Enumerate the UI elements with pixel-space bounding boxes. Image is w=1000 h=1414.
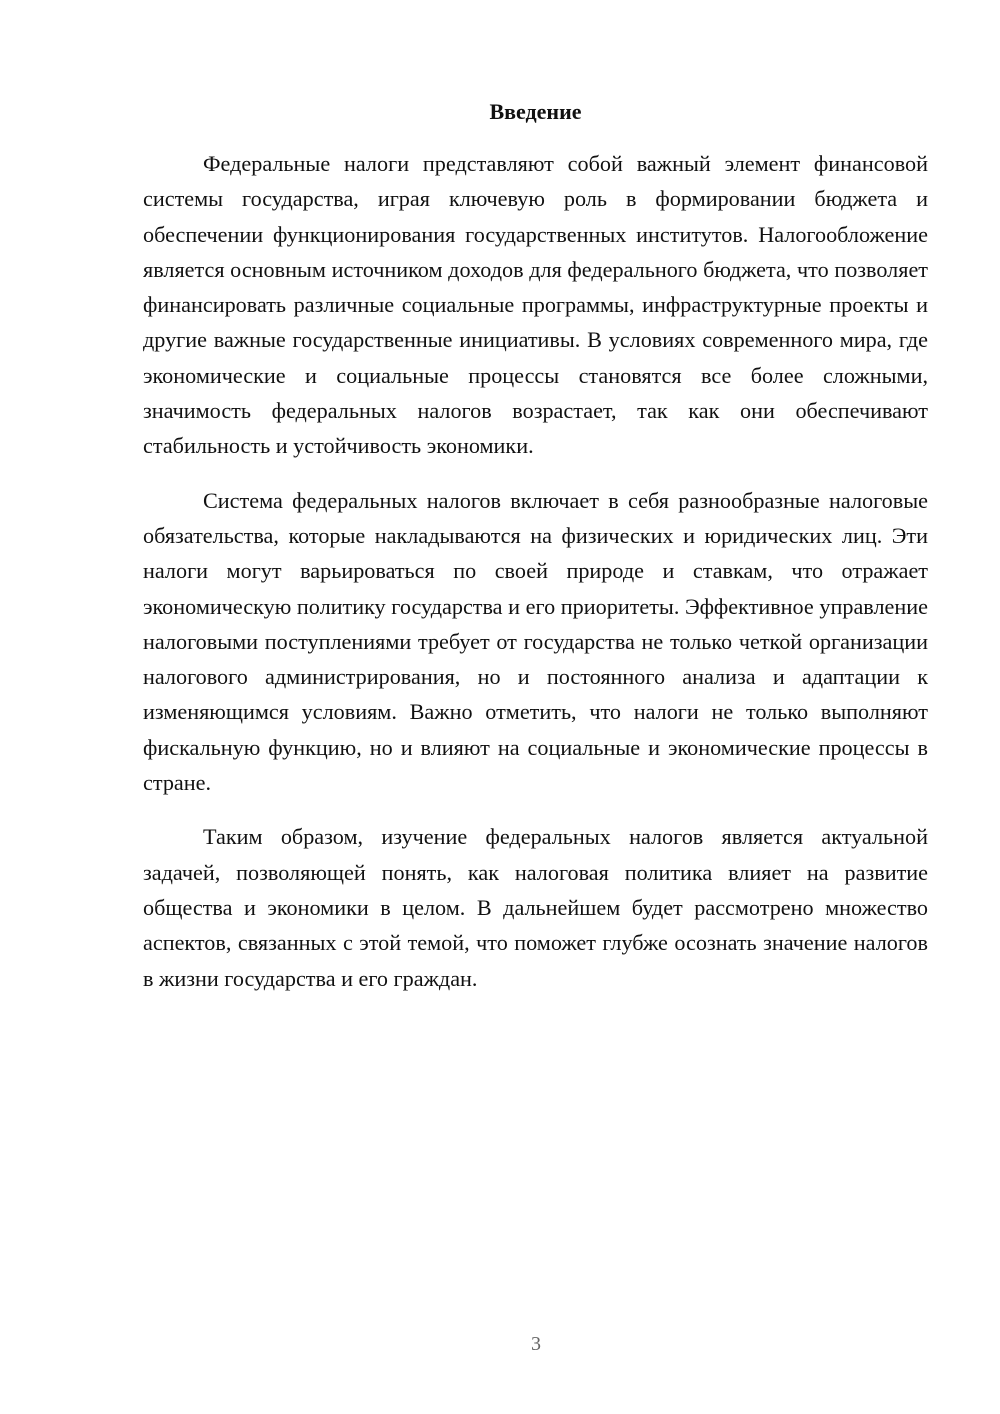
paragraph-2: Система федеральных налогов включает в себя разнообразные налоговые обязательства, которые накладываются на физических и юридических лиц. Эти налоги могут варьироваться по своей природе и ставкам, что отражает экономическую политику государства и его приоритеты. Эффективное управление налоговыми поступлениями требует от государства не только четкой организации налогового администрирования, но и постоянного анализа и адаптации к изменяющимся условиям. Важно отметить, что налоги не только выполняют фискальную функцию, но и влияют на социальные и экономические процессы в стране. xyxy=(143,487,928,796)
document-body xyxy=(143,98,928,1015)
paragraph-3: Таким образом, изучение федеральных налогов является актуальной задачей, позволяющей понять, как налоговая политика влияет на развитие общества и экономики в целом. В дальнейшем будет рассмотрено множество аспектов, связанных с этой темой, что поможет глубже осознать значение налогов в жизни государства и его граждан. xyxy=(143,824,928,991)
section-title: Введение xyxy=(489,99,582,124)
page-number: 3 xyxy=(531,1333,541,1355)
paragraph-1: Федеральные налоги представляют собой важный элемент финансовой системы государства, играя ключевую роль в формировании бюджета и обеспечении функционирования государственных институтов. Налогообложение является основным источником доходов для федерального бюджета, что позволяет финансировать различные социальные программы, инфраструктурные проекты и другие важные государственные инициативы. В условиях современного мира, где экономические и социальные процессы становятся все более сложными, значимость федеральных налогов возрастает, так как они обеспечивают стабильность и устойчивость экономики. xyxy=(143,151,928,459)
